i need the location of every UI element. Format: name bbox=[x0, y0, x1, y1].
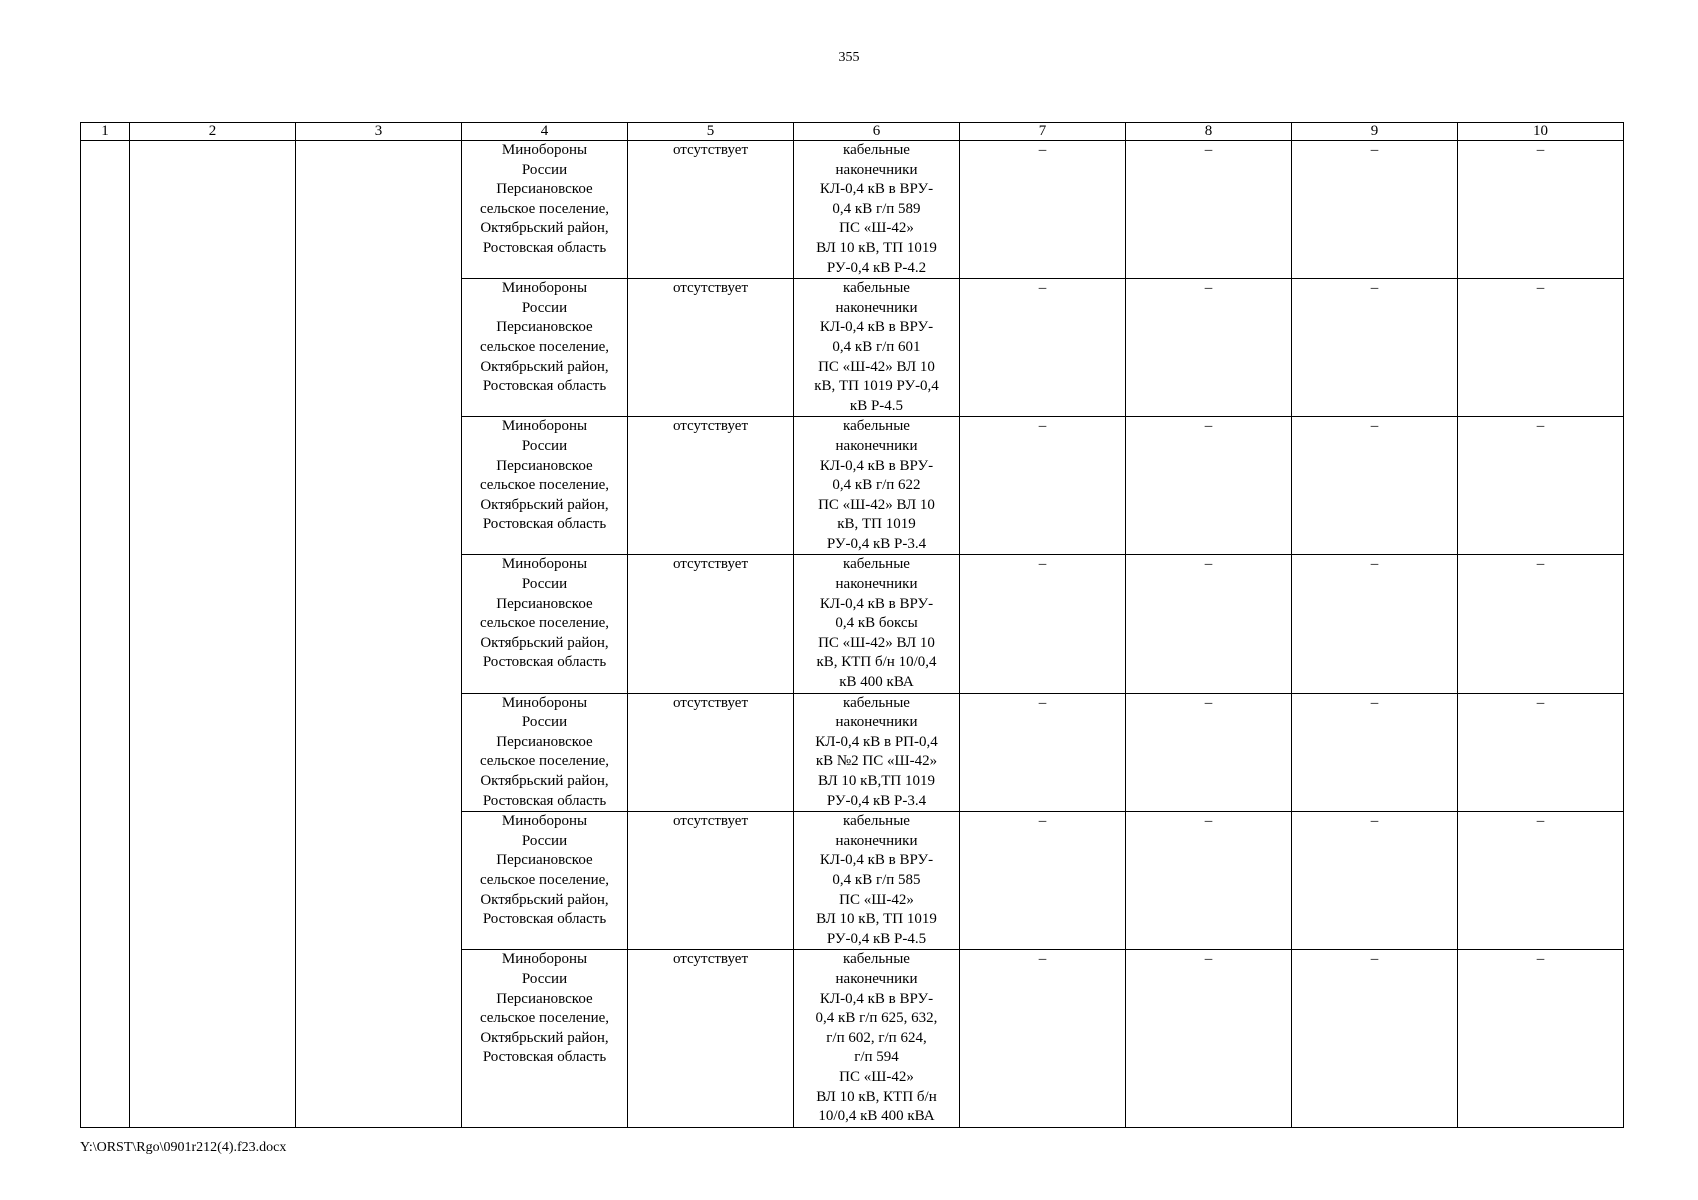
cell-col8: – bbox=[1126, 812, 1292, 950]
cell-status: отсутствует bbox=[628, 279, 794, 417]
cell-status: отсутствует bbox=[628, 555, 794, 693]
column-header: 1 bbox=[81, 123, 130, 141]
cell-col10: – bbox=[1458, 279, 1624, 417]
cell-status: отсутствует bbox=[628, 141, 794, 279]
cell-location: Минобороны России Персиановское сельское поселение, Октябрьский район, Ростовская область bbox=[462, 693, 628, 812]
cell-status: отсутствует bbox=[628, 417, 794, 555]
cell-col9: – bbox=[1292, 812, 1458, 950]
cell-col1-merged bbox=[81, 141, 130, 1128]
cell-description: кабельные наконечники КЛ-0,4 кВ в ВРУ- 0,4 кВ г/п 589 ПС «Ш-42» ВЛ 10 кВ, ТП 1019 РУ-0,4 кВ Р-4.2 bbox=[794, 141, 960, 279]
cell-location: Минобороны России Персиановское сельское поселение, Октябрьский район, Ростовская область bbox=[462, 141, 628, 279]
header-row bbox=[81, 123, 1624, 141]
cell-col9: – bbox=[1292, 950, 1458, 1128]
cell-col10: – bbox=[1458, 417, 1624, 555]
column-header: 8 bbox=[1126, 123, 1292, 141]
cell-col7: – bbox=[960, 812, 1126, 950]
column-header: 2 bbox=[130, 123, 296, 141]
cell-col9: – bbox=[1292, 693, 1458, 812]
cell-col10: – bbox=[1458, 812, 1624, 950]
cell-location: Минобороны России Персиановское сельское поселение, Октябрьский район, Ростовская область bbox=[462, 279, 628, 417]
column-header: 6 bbox=[794, 123, 960, 141]
cell-description: кабельные наконечники КЛ-0,4 кВ в ВРУ- 0,4 кВ г/п 601 ПС «Ш-42» ВЛ 10 кВ, ТП 1019 РУ-0,4 кВ Р-4.5 bbox=[794, 279, 960, 417]
cell-col10: – bbox=[1458, 141, 1624, 279]
cell-col9: – bbox=[1292, 555, 1458, 693]
cell-col2-merged bbox=[130, 141, 296, 1128]
cell-col9: – bbox=[1292, 279, 1458, 417]
cell-col9: – bbox=[1292, 417, 1458, 555]
cell-location: Минобороны России Персиановское сельское поселение, Октябрьский район, Ростовская область bbox=[462, 812, 628, 950]
cell-status: отсутствует bbox=[628, 950, 794, 1128]
cell-col7: – bbox=[960, 693, 1126, 812]
cell-col8: – bbox=[1126, 417, 1292, 555]
column-header: 4 bbox=[462, 123, 628, 141]
cell-col9: – bbox=[1292, 141, 1458, 279]
table-row bbox=[81, 141, 1624, 279]
cell-location: Минобороны России Персиановское сельское поселение, Октябрьский район, Ростовская область bbox=[462, 417, 628, 555]
cell-description: кабельные наконечники КЛ-0,4 кВ в РП-0,4 кВ №2 ПС «Ш-42» ВЛ 10 кВ,ТП 1019 РУ-0,4 кВ Р-3.4 bbox=[794, 693, 960, 812]
cell-col7: – bbox=[960, 141, 1126, 279]
column-header: 7 bbox=[960, 123, 1126, 141]
cell-description: кабельные наконечники КЛ-0,4 кВ в ВРУ- 0,4 кВ г/п 622 ПС «Ш-42» ВЛ 10 кВ, ТП 1019 РУ-0,4 кВ Р-3.4 bbox=[794, 417, 960, 555]
cell-status: отсутствует bbox=[628, 812, 794, 950]
cell-description: кабельные наконечники КЛ-0,4 кВ в ВРУ- 0,4 кВ г/п 625, 632, г/п 602, г/п 624, г/п 594 ПС «Ш-42» ВЛ 10 кВ, КТП б/н 10/0,4 кВ 400 кВА bbox=[794, 950, 960, 1128]
cell-col8: – bbox=[1126, 279, 1292, 417]
document-file-path: Y:\ORST\Rgo\0901r212(4).f23.docx bbox=[80, 1140, 287, 1155]
cell-col3-merged bbox=[296, 141, 462, 1128]
cell-col8: – bbox=[1126, 693, 1292, 812]
cell-col8: – bbox=[1126, 141, 1292, 279]
page-number: 355 bbox=[838, 50, 860, 65]
column-header: 3 bbox=[296, 123, 462, 141]
cell-col10: – bbox=[1458, 693, 1624, 812]
cell-col8: – bbox=[1126, 555, 1292, 693]
cell-description: кабельные наконечники КЛ-0,4 кВ в ВРУ- 0,4 кВ г/п 585 ПС «Ш-42» ВЛ 10 кВ, ТП 1019 РУ-0,4 кВ Р-4.5 bbox=[794, 812, 960, 950]
cell-col7: – bbox=[960, 417, 1126, 555]
cell-status: отсутствует bbox=[628, 693, 794, 812]
column-header: 9 bbox=[1292, 123, 1458, 141]
cell-col7: – bbox=[960, 950, 1126, 1128]
cell-col10: – bbox=[1458, 950, 1624, 1128]
cell-col10: – bbox=[1458, 555, 1624, 693]
column-header: 10 bbox=[1458, 123, 1624, 141]
cell-description: кабельные наконечники КЛ-0,4 кВ в ВРУ- 0,4 кВ боксы ПС «Ш-42» ВЛ 10 кВ, КТП б/н 10/0,4 кВ 400 кВА bbox=[794, 555, 960, 693]
cell-col7: – bbox=[960, 555, 1126, 693]
cell-col7: – bbox=[960, 279, 1126, 417]
data-table bbox=[80, 122, 1624, 1128]
cell-location: Минобороны России Персиановское сельское поселение, Октябрьский район, Ростовская область bbox=[462, 950, 628, 1128]
column-header: 5 bbox=[628, 123, 794, 141]
cell-col8: – bbox=[1126, 950, 1292, 1128]
cell-location: Минобороны России Персиановское сельское поселение, Октябрьский район, Ростовская область bbox=[462, 555, 628, 693]
